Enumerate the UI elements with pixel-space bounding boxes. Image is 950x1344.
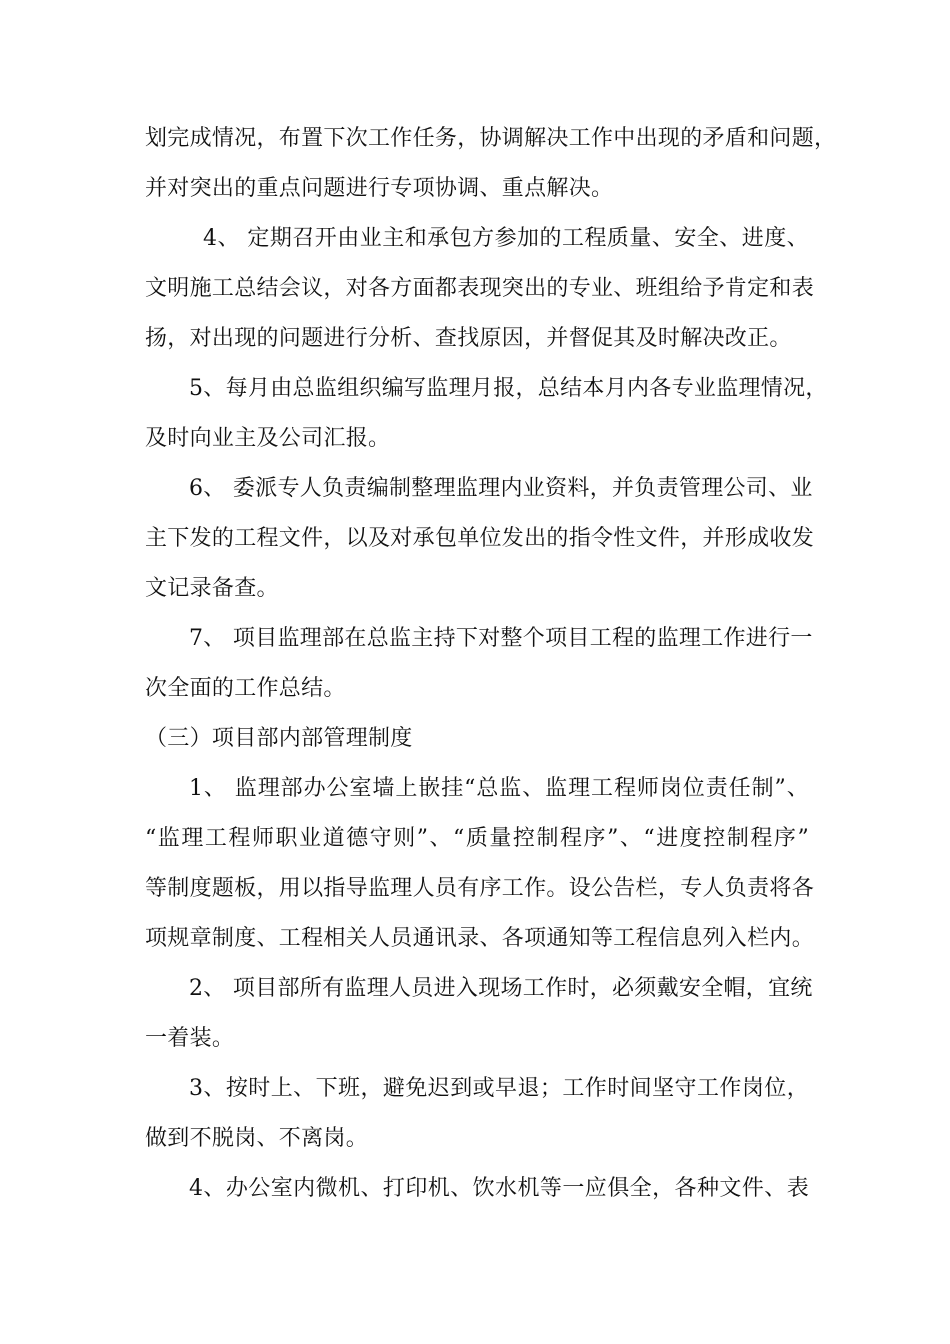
paragraph-line: 划完成情况，布置下次工作任务，协调解决工作中出现的矛盾和问题， (145, 126, 837, 151)
paragraph-line: 7、 项目监理部在总监主持下对整个项目工程的监理工作进行一 (189, 626, 813, 651)
paragraph-line: 4、办公室内微机、打印机、饮水机等一应俱全，各种文件、表 (189, 1176, 809, 1201)
paragraph-line: 一着装。 (145, 1026, 235, 1051)
paragraph-line: 4、 定期召开由业主和承包方参加的工程质量、安全、进度、 (203, 226, 809, 251)
paragraph-line: 5、每月由总监组织编写监理月报，总结本月内各专业监理情况， (189, 376, 828, 401)
paragraph-line: 2、 项目部所有监理人员进入现场工作时，必须戴安全帽，宜统 (189, 976, 813, 1001)
paragraph-line: 文记录备查。 (145, 576, 279, 601)
paragraph-line: 次全面的工作总结。 (145, 676, 346, 701)
paragraph-line: 6、 委派专人负责编制整理监理内业资料，并负责管理公司、业 (189, 476, 813, 501)
paragraph-line: 并对突出的重点问题进行专项协调、重点解决。 (145, 176, 614, 201)
document-body (145, 114, 837, 1214)
paragraph-line: 及时向业主及公司汇报。 (145, 426, 391, 451)
section-heading: （三）项目部内部管理制度 (145, 726, 413, 751)
paragraph-line: 等制度题板，用以指导监理人员有序工作。设公告栏，专人负责将各 (145, 876, 815, 901)
paragraph-line: “监理工程师职业道德守则”、“质量控制程序”、“进度控制程序” (145, 826, 809, 851)
paragraph-line: 扬，对出现的问题进行分析、查找原因，并督促其及时解决改正。 (145, 326, 792, 351)
paragraph-line: 文明施工总结会议，对各方面都表现突出的专业、班组给予肯定和表 (145, 276, 815, 301)
paragraph-line: 3、按时上、下班，避免迟到或早退；工作时间坚守工作岗位， (189, 1076, 809, 1101)
paragraph-line: 1、 监理部办公室墙上嵌挂“总监、监理工程师岗位责任制”、 (189, 776, 809, 801)
paragraph-line: 项规章制度、工程相关人员通讯录、各项通知等工程信息列入栏内。 (145, 926, 815, 951)
paragraph-line: 做到不脱岗、不离岗。 (145, 1126, 369, 1151)
paragraph-line: 主下发的工程文件，以及对承包单位发出的指令性文件，并形成收发 (145, 526, 815, 551)
